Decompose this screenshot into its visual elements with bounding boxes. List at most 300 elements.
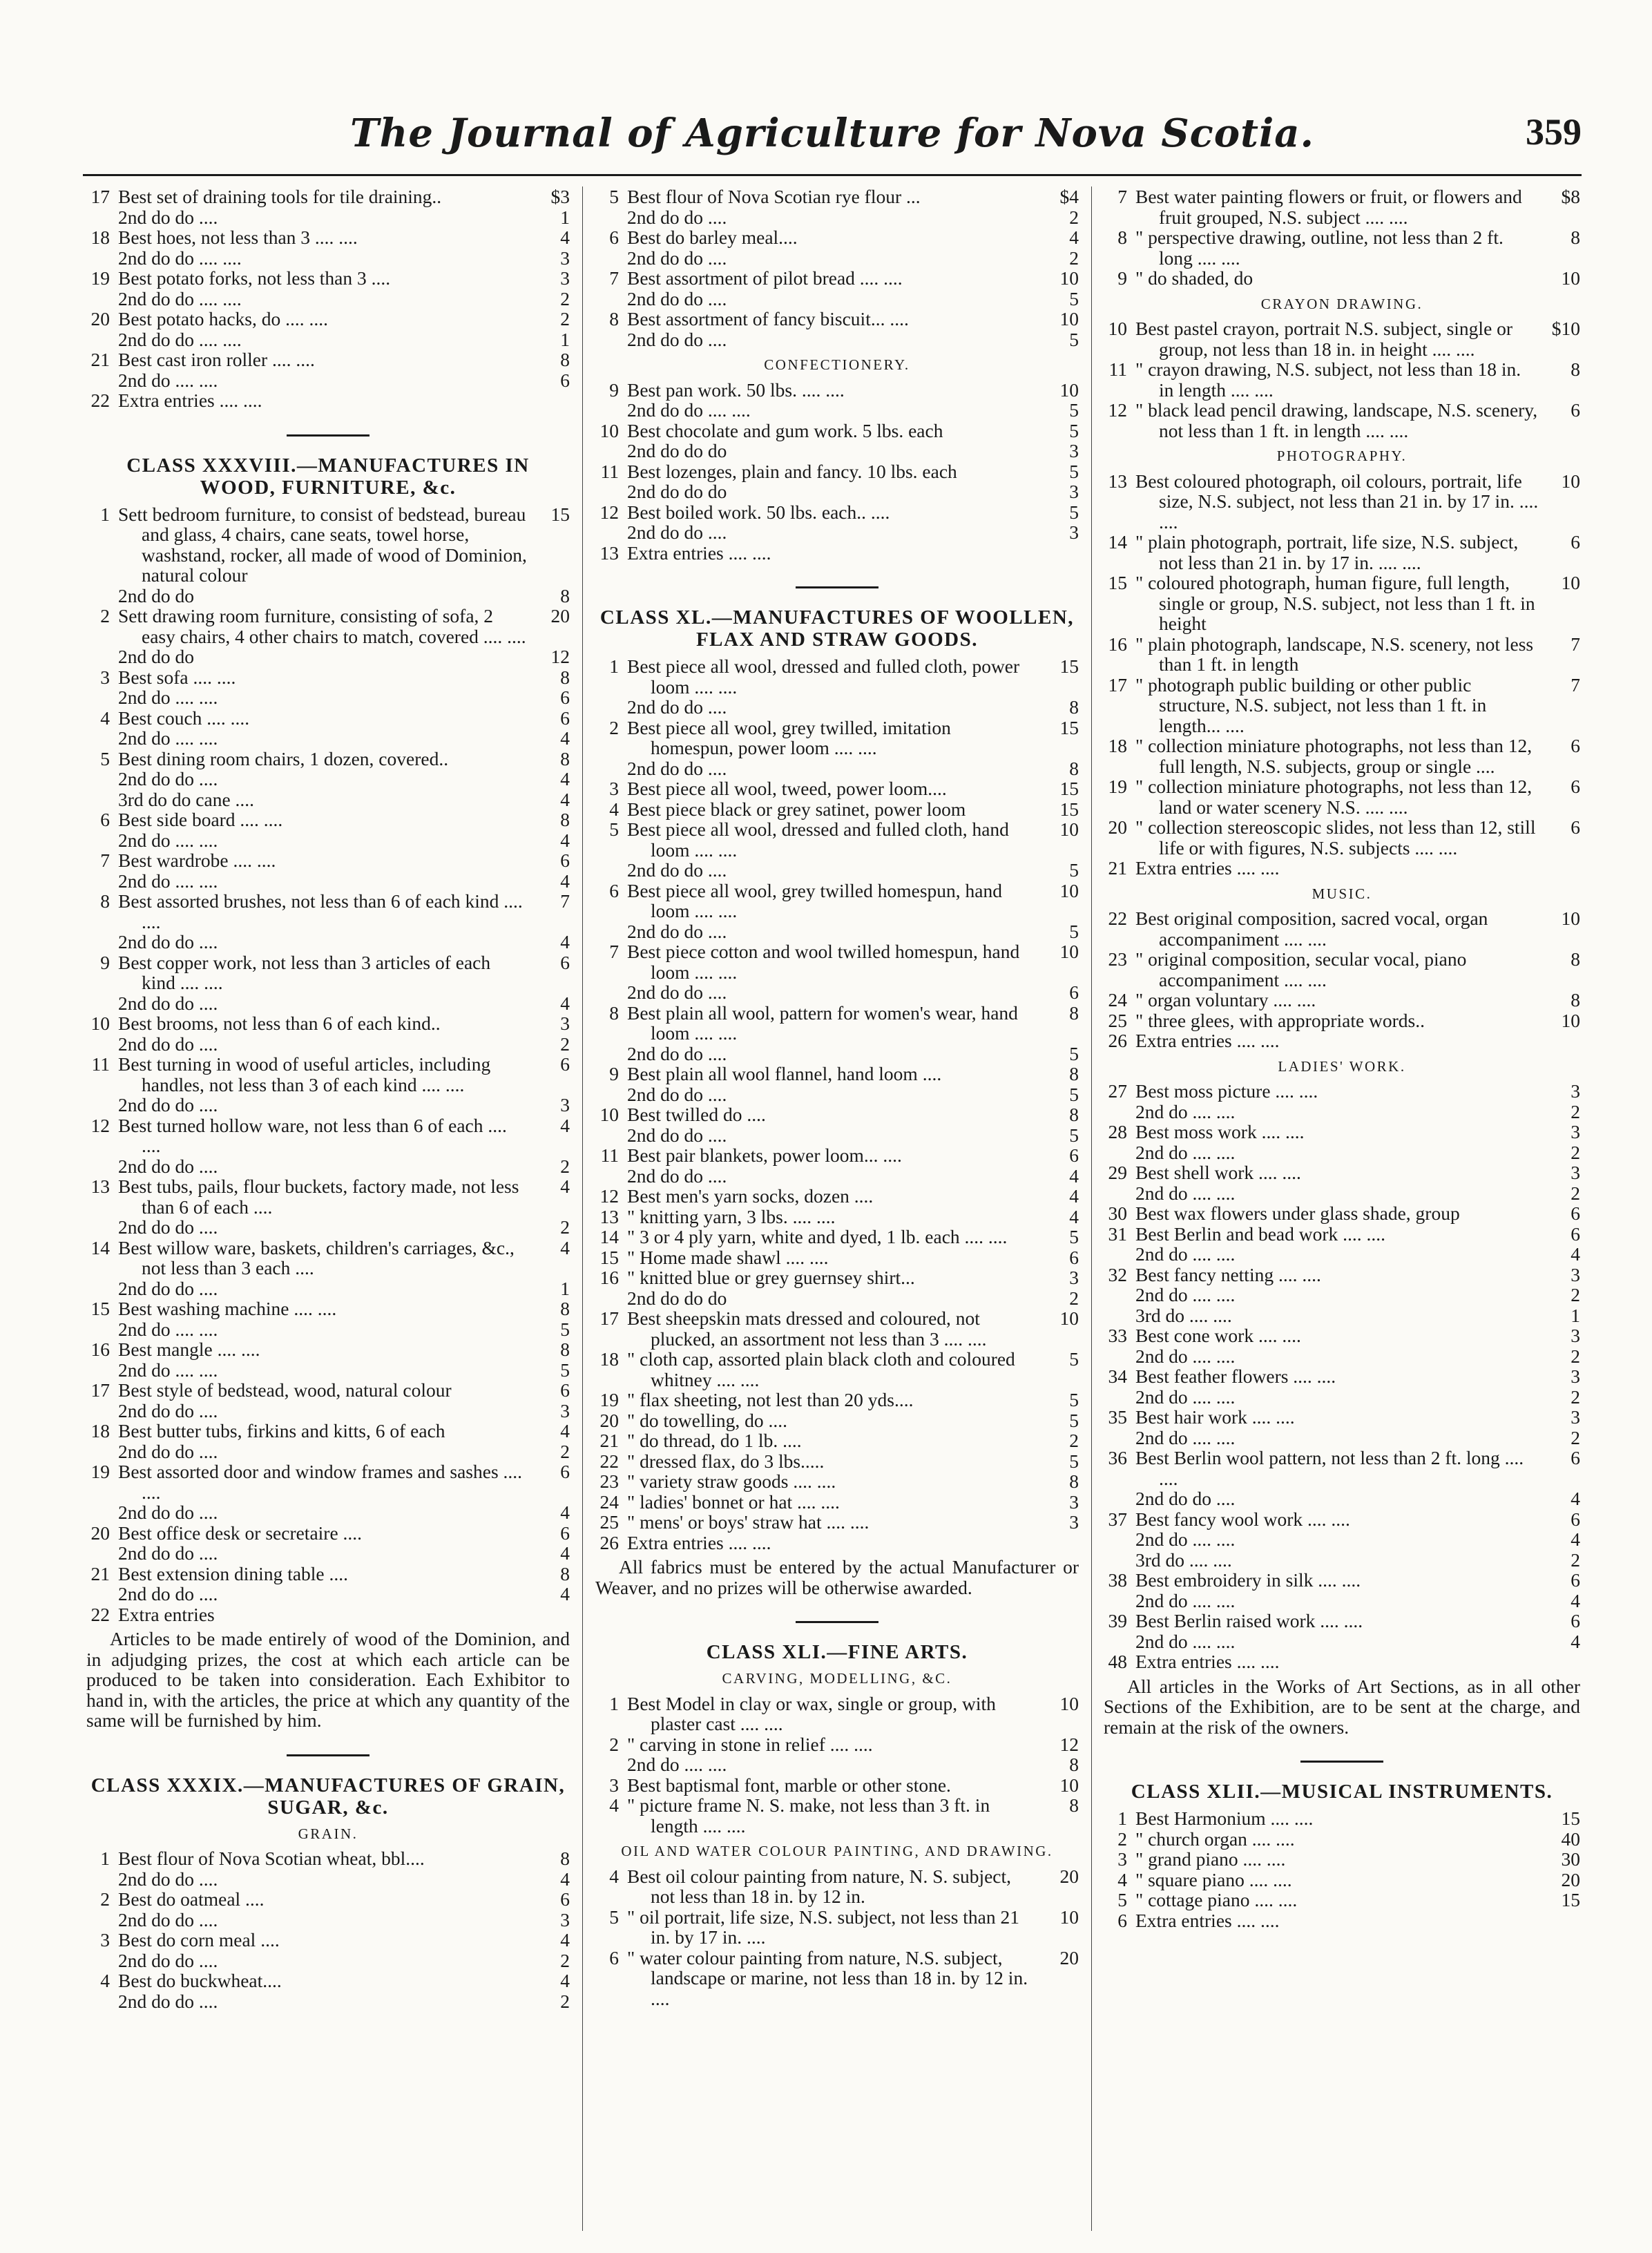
entry-number: 3 — [1117, 1848, 1127, 1870]
entry-number: 3 — [100, 1929, 110, 1950]
entry-description: Best sofa .... .... — [118, 666, 236, 688]
prize-entry-sub — [595, 522, 1079, 543]
entry-prize: 5 — [1069, 1389, 1079, 1410]
entry-number: 6 — [1117, 1909, 1127, 1931]
entry-description: 2nd do do .... — [118, 1155, 218, 1177]
section-divider — [796, 1621, 878, 1623]
prize-entry-sub — [595, 1166, 1079, 1187]
entry-prize: 8 — [560, 349, 570, 370]
entry-prize: 30 — [1561, 1848, 1580, 1870]
prize-entry — [1104, 573, 1580, 634]
entry-description: 2nd do do .... .... — [118, 328, 242, 350]
entry-description: 2nd do do .... — [627, 206, 727, 228]
journal-title: The Journal of Agriculture for Nova Scotia. — [349, 111, 1315, 156]
entry-description: " dressed flax, do 3 lbs..... — [627, 1450, 825, 1472]
prize-entry-sub — [86, 871, 570, 892]
entry-prize: 15 — [1059, 655, 1079, 677]
prize-entry-sub — [86, 1095, 570, 1115]
prize-entry-sub — [595, 758, 1079, 779]
entry-prize: 10 — [1059, 1692, 1079, 1714]
entry-description: " three glees, with appropriate words.. — [1135, 1009, 1425, 1031]
prize-entry — [86, 708, 570, 729]
entry-description: 2nd do do .... — [627, 328, 727, 350]
entry-description: 2nd do do .... — [627, 1083, 727, 1105]
entry-number: 3 — [609, 778, 619, 799]
entry-number: 32 — [1108, 1263, 1127, 1285]
entry-number: 19 — [599, 1389, 619, 1410]
entry-description: Best turned hollow ware, not less than 6 of each .... .... — [118, 1114, 507, 1156]
entry-description: 2nd do do .... — [118, 992, 218, 1014]
prize-entry — [86, 749, 570, 769]
entry-prize: 2 — [560, 287, 570, 309]
entry-prize: 6 — [1571, 776, 1580, 797]
entry-description: Best twilled do .... — [627, 1104, 766, 1125]
entry-description: 2nd do do .... — [118, 931, 218, 952]
entry-prize: 3 — [1069, 1490, 1079, 1513]
entry-prize: 4 — [560, 727, 570, 749]
entry-prize: 6 — [560, 850, 570, 871]
class-heading: CLASS XL.—MANUFACTURES OF WOOLLEN, FLAX AND STRAW GOODS. — [599, 606, 1075, 651]
entry-description: Best dining room chairs, 1 dozen, covered.. — [118, 747, 449, 769]
entry-number: 4 — [100, 707, 110, 729]
entry-prize: 5 — [1069, 399, 1079, 421]
entry-number: 3 — [609, 1774, 619, 1796]
entry-prize: 8 — [1069, 1794, 1079, 1816]
entry-description: Best pair blankets, power loom... .... — [627, 1144, 902, 1166]
entry-prize: 5 — [1069, 419, 1079, 441]
entry-description: Extra entries — [118, 1603, 215, 1625]
entry-description: " water colour painting from nature, N.S. subject, landscape or marine, not less than 18 in. by 12 in. .... — [627, 1946, 1028, 2009]
prize-entry — [595, 1512, 1079, 1533]
class-heading: CLASS XLII.—MUSICAL INSTRUMENTS. — [1131, 1781, 1553, 1803]
entry-prize: 2 — [1571, 1426, 1580, 1448]
entry-prize: 2 — [560, 1216, 570, 1238]
entry-prize: 6 — [560, 1461, 570, 1482]
entry-description: Best willow ware, baskets, children's carriages, &c., not less than 3 each .... — [118, 1236, 515, 1278]
entry-description: 2nd do do .... — [627, 521, 727, 543]
entry-description: " photograph public building or other public structure, N.S. subject, not less than 1 ft. in length... .... — [1135, 673, 1487, 736]
entry-prize: 7 — [560, 890, 570, 912]
entry-number: 25 — [599, 1511, 619, 1533]
entry-number: 22 — [599, 1450, 619, 1472]
prize-entry — [86, 1523, 570, 1544]
entry-number: 9 — [1117, 267, 1127, 289]
prize-entry-sub — [86, 1502, 570, 1523]
prize-entry — [1104, 1651, 1580, 1672]
entry-description: Best wardrobe .... .... — [118, 850, 276, 871]
prize-entry — [1104, 1890, 1580, 1910]
prize-entry — [1104, 471, 1580, 533]
entry-prize: 10 — [1561, 572, 1580, 593]
entry-number: 4 — [609, 1865, 619, 1887]
entry-description: 2nd do do .... — [627, 1164, 727, 1187]
prize-entry-sub — [595, 248, 1079, 269]
prize-entry-sub — [595, 481, 1079, 502]
prize-entry — [1104, 858, 1580, 879]
entry-description: 2nd do do .... — [118, 1216, 218, 1238]
entry-prize: 10 — [1059, 378, 1079, 401]
entry-description: " square piano .... .... — [1135, 1868, 1292, 1890]
entry-description: 2nd do do .... — [118, 1583, 218, 1604]
entry-prize: 5 — [1069, 1450, 1079, 1472]
entry-prize: 2 — [560, 1440, 570, 1462]
entry-prize: 5 — [1069, 1226, 1079, 1247]
prize-entry-sub — [595, 1754, 1079, 1775]
entry-number: 6 — [609, 227, 619, 248]
entry-description: Best original composition, sacred vocal, organ accompaniment .... .... — [1135, 908, 1488, 950]
entry-description: Best hair work .... .... — [1135, 1406, 1295, 1428]
entry-number: 2 — [100, 605, 110, 626]
prize-entry-sub — [86, 1217, 570, 1238]
entry-number: 29 — [1108, 1162, 1127, 1183]
prize-entry-sub — [86, 1441, 570, 1462]
entry-number: 13 — [599, 541, 619, 564]
prize-entry-sub — [86, 329, 570, 350]
entry-prize: 20 — [1561, 1868, 1580, 1890]
entry-prize: 2 — [1571, 1284, 1580, 1305]
prize-entry — [86, 186, 570, 207]
entry-number: 18 — [90, 1420, 110, 1441]
entry-prize: 7 — [1571, 633, 1580, 655]
entry-number: 21 — [90, 349, 110, 370]
entry-prize: 6 — [560, 707, 570, 729]
entry-prize: 4 — [560, 768, 570, 789]
prize-entry-sub — [595, 441, 1079, 461]
entry-description: Best wax flowers under glass shade, group — [1135, 1202, 1460, 1224]
entry-number: 22 — [90, 1603, 110, 1625]
entry-prize: 3 — [1571, 1365, 1580, 1387]
entry-description: 2nd do do .... .... — [118, 247, 242, 269]
prize-entry — [86, 606, 570, 646]
entry-prize: 40 — [1561, 1828, 1580, 1850]
entry-prize: 20 — [1059, 1946, 1079, 1968]
entry-description: " organ voluntary .... .... — [1135, 989, 1316, 1010]
entry-description: 2nd do do .... — [118, 1949, 218, 1971]
prize-entry — [1104, 1570, 1580, 1591]
entry-number: 4 — [609, 798, 619, 820]
prize-entry — [595, 1410, 1079, 1431]
entry-number: 20 — [599, 1409, 619, 1431]
entry-prize: 4 — [560, 227, 570, 248]
prize-entry — [86, 1971, 570, 1991]
prize-entry — [86, 1339, 570, 1360]
prize-entry — [86, 504, 570, 586]
entry-description: 2nd do .... .... — [118, 1359, 218, 1381]
prize-entry-sub — [595, 921, 1079, 942]
entry-number: 1 — [1117, 1808, 1127, 1829]
entry-description: " plain photograph, landscape, N.S. scenery, not less than 1 ft. in length — [1135, 633, 1534, 675]
entry-description: 2nd do do .... — [118, 1440, 218, 1462]
entry-description: Best piece cotton and wool twilled homespun, hand loom .... .... — [627, 941, 1020, 983]
entry-number: 2 — [609, 716, 619, 738]
entry-number: 1 — [100, 1848, 110, 1869]
prize-entry-sub — [1104, 1387, 1580, 1408]
prize-entry — [86, 1298, 570, 1319]
prize-entry-sub — [86, 1991, 570, 2012]
class-heading: CLASS XXXVIII.—MANUFACTURES IN WOOD, FURNITURE, &c. — [126, 454, 530, 499]
entry-prize: 3 — [560, 1399, 570, 1421]
entry-number: 18 — [1108, 735, 1127, 756]
prize-entry — [595, 1186, 1079, 1207]
entry-number: 2 — [1117, 1828, 1127, 1850]
entry-description: 2nd do do — [118, 584, 194, 606]
entry-number: 5 — [609, 818, 619, 840]
section-divider — [287, 1754, 369, 1756]
entry-description: Best mangle .... .... — [118, 1339, 260, 1360]
prize-entry-sub — [1104, 1305, 1580, 1326]
entry-prize: 6 — [1571, 1508, 1580, 1530]
entry-description: " Home made shawl .... .... — [627, 1246, 829, 1268]
entry-prize: $3 — [550, 186, 570, 207]
entry-description: 2nd do .... .... — [1135, 1182, 1236, 1204]
prize-entry — [86, 891, 570, 932]
entry-prize: 8 — [1069, 1104, 1079, 1125]
prize-entry — [595, 1064, 1079, 1084]
entry-prize: 4 — [560, 1502, 570, 1523]
section-note: Articles to be made entirely of wood of the Dominion, and in adjudging prizes, the cost at which each article can be produced to be taken into consideration. Each Exhibitor to hand in, with the articles, the price at which any quantity of the same will be furnished by him. — [86, 1628, 570, 1731]
prize-entry-sub — [86, 1910, 570, 1930]
entry-number: 22 — [90, 390, 110, 411]
entry-prize: 10 — [1059, 879, 1079, 901]
prize-entry-sub — [86, 1543, 570, 1564]
entry-description: 2nd do do .... — [627, 696, 727, 718]
entry-number: 13 — [599, 1205, 619, 1227]
entry-number: 21 — [599, 1430, 619, 1451]
entry-description: 3rd do do cane .... — [118, 788, 255, 810]
entry-description: 2nd do do .... — [118, 1502, 218, 1523]
entry-description: Best do corn meal .... — [118, 1929, 280, 1950]
prize-entry-sub — [86, 207, 570, 228]
entry-description: Best Berlin and bead work .... .... — [1135, 1223, 1386, 1245]
prize-entry-sub — [86, 1034, 570, 1055]
entry-description: 2nd do do .... — [627, 981, 727, 1003]
entry-number: 2 — [609, 1733, 619, 1755]
prize-entry-sub — [1104, 1285, 1580, 1305]
entry-number: 4 — [609, 1794, 619, 1816]
column-separator — [582, 186, 583, 2231]
prize-entry — [86, 809, 570, 830]
entry-description: Best assortment of pilot bread .... .... — [627, 267, 903, 289]
entry-number: 38 — [1108, 1569, 1127, 1591]
entry-description: Best feather flowers .... .... — [1135, 1365, 1336, 1387]
entry-prize: 8 — [560, 809, 570, 830]
prize-entry — [86, 1848, 570, 1869]
entry-prize: 6 — [1571, 1447, 1580, 1468]
entry-prize: 4 — [560, 788, 570, 810]
entry-description: 2nd do do .... — [627, 287, 727, 309]
entry-description: Best coloured photograph, oil colours, portrait, life size, N.S. subject, not less than 21 in. by 17 in. .... .... — [1135, 470, 1539, 533]
entry-number: 6 — [609, 879, 619, 901]
prize-entry-sub — [86, 1869, 570, 1890]
prize-entry — [1104, 908, 1580, 949]
prize-entry-sub — [595, 860, 1079, 881]
entry-description: 2nd do .... .... — [118, 369, 218, 391]
entry-prize: 8 — [1069, 1001, 1079, 1024]
entry-prize: 3 — [560, 1908, 570, 1930]
entry-number: 8 — [1117, 227, 1127, 248]
prize-entry — [86, 349, 570, 370]
prize-entry — [595, 1533, 1079, 1553]
entry-description: Best washing machine .... .... — [118, 1298, 337, 1319]
prize-entry — [595, 1003, 1079, 1044]
entry-prize: 8 — [1069, 696, 1079, 718]
entry-description: Extra entries .... .... — [1135, 857, 1280, 879]
entry-description: 2nd do do .... — [118, 1868, 218, 1890]
entry-number: 20 — [90, 1522, 110, 1544]
entry-prize: 10 — [1059, 267, 1079, 289]
entry-prize: 1 — [560, 206, 570, 228]
entry-prize: 5 — [560, 1359, 570, 1381]
entry-description: Best potato forks, not less than 3 .... — [118, 267, 391, 289]
entry-prize: 5 — [1069, 1042, 1079, 1064]
prize-entry — [86, 1054, 570, 1095]
entry-description: Best do barley meal.... — [627, 227, 798, 248]
entry-description: Best shell work .... .... — [1135, 1162, 1301, 1183]
entry-description: 2nd do do — [118, 646, 194, 667]
entry-prize: 5 — [1069, 460, 1079, 482]
entry-number: 14 — [599, 1226, 619, 1247]
prize-entry — [1104, 1849, 1580, 1870]
prize-entry — [595, 1775, 1079, 1796]
entry-prize: $10 — [1551, 318, 1580, 339]
entry-number: 28 — [1108, 1121, 1127, 1142]
entry-description: Best assorted brushes, not less than 6 of each kind .... .... — [118, 890, 523, 932]
prize-entry — [595, 1492, 1079, 1513]
prize-entry — [1104, 776, 1580, 817]
entry-description: " perspective drawing, outline, not less than 2 ft. long .... .... — [1135, 227, 1504, 269]
column-2 — [595, 186, 1079, 2231]
entry-prize: 20 — [550, 605, 570, 626]
entry-prize: 4 — [1069, 1164, 1079, 1187]
entry-number: 15 — [599, 1246, 619, 1268]
entry-prize: 6 — [560, 369, 570, 391]
entry-description: 2nd do do .... — [627, 920, 727, 942]
section-subheading: PHOTOGRAPHY. — [1276, 448, 1408, 464]
prize-entry-sub — [86, 687, 570, 708]
entry-prize: 8 — [560, 584, 570, 606]
prize-entry — [595, 1795, 1079, 1836]
entry-description: Extra entries .... .... — [1135, 1909, 1280, 1931]
entry-description: 2nd do .... .... — [627, 1754, 727, 1775]
entry-prize: 10 — [1561, 470, 1580, 492]
prize-entry — [1104, 1829, 1580, 1850]
entry-description: Best tubs, pails, flour buckets, factory made, not less than 6 of each .... — [118, 1176, 519, 1218]
entry-description: Best moss work .... .... — [1135, 1121, 1305, 1142]
entry-number: 16 — [1108, 633, 1127, 655]
entry-number: 9 — [100, 951, 110, 973]
entry-description: 2nd do .... .... — [1135, 1589, 1236, 1611]
entry-description: 2nd do do .... — [118, 1033, 218, 1055]
entry-description: " do shaded, do — [1135, 267, 1254, 289]
entry-prize: 6 — [560, 1379, 570, 1401]
entry-description: Best plain all wool, pattern for women's wear, hand loom .... .... — [627, 1001, 1018, 1044]
prize-entry — [1104, 736, 1580, 776]
prize-entry-sub — [1104, 1102, 1580, 1122]
entry-prize: 6 — [1571, 1223, 1580, 1245]
prize-entry — [1104, 1448, 1580, 1488]
entry-prize: 8 — [1571, 358, 1580, 380]
prize-entry — [1104, 1325, 1580, 1346]
entry-number: 1 — [609, 655, 619, 677]
section-subheading: CONFECTIONERY. — [764, 356, 910, 373]
entry-prize: 6 — [560, 951, 570, 973]
prize-entry — [1104, 634, 1580, 675]
prize-entry-sub — [86, 830, 570, 851]
column-3 — [1104, 186, 1580, 2231]
entry-number: 24 — [599, 1490, 619, 1513]
entry-prize: 4 — [1069, 1205, 1079, 1227]
prize-entry — [595, 380, 1079, 401]
prize-entry — [595, 799, 1079, 820]
entry-description: " plain photograph, portrait, life size, N.S. subject, not less than 21 in. by 17 in. .... .... — [1135, 531, 1519, 573]
prize-entry-sub — [595, 329, 1079, 350]
entry-number: 25 — [1108, 1009, 1127, 1031]
entry-description: 2nd do .... .... — [1135, 1386, 1236, 1408]
entry-description: Extra entries .... .... — [118, 390, 262, 411]
prize-entry-sub — [86, 248, 570, 269]
prize-entry — [1104, 1407, 1580, 1428]
entry-description: " coloured photograph, human figure, full length, single or group, N.S. subject, not less than 1 ft. in height — [1135, 572, 1535, 634]
entry-description: Best do buckwheat.... — [118, 1970, 282, 1991]
prize-entry — [595, 1207, 1079, 1227]
prize-entry — [1104, 1870, 1580, 1890]
prize-entry — [595, 309, 1079, 329]
entry-prize: 2 — [1571, 1549, 1580, 1571]
prize-entry — [595, 1104, 1079, 1125]
entry-description: 2nd do do .... — [118, 1542, 218, 1564]
prize-entry — [86, 850, 570, 871]
prize-entry-sub — [595, 289, 1079, 309]
prize-entry — [1104, 1366, 1580, 1387]
prize-entry — [595, 1390, 1079, 1410]
prize-entry — [595, 1145, 1079, 1166]
prize-entry — [1104, 1224, 1580, 1245]
section-subheading: LADIES' WORK. — [1278, 1057, 1406, 1075]
entry-prize: 6 — [1069, 1246, 1079, 1268]
entry-description: Best Berlin raised work .... .... — [1135, 1610, 1363, 1631]
entry-prize: 3 — [1571, 1080, 1580, 1102]
entry-prize: 4 — [1571, 1488, 1580, 1509]
entry-prize: 5 — [1069, 287, 1079, 309]
entry-prize: 2 — [560, 1033, 570, 1055]
prize-entry — [86, 952, 570, 993]
entry-description: Best side board .... .... — [118, 809, 283, 830]
prize-entry — [595, 461, 1079, 482]
prize-entry-sub — [1104, 1428, 1580, 1448]
entry-prize: 4 — [560, 1868, 570, 1890]
entry-prize: $8 — [1561, 186, 1580, 207]
section-divider — [1300, 1761, 1383, 1763]
entry-description: " variety straw goods .... .... — [627, 1470, 836, 1492]
entry-description: 2nd do do .... — [118, 1908, 218, 1930]
entry-prize: 2 — [1571, 1345, 1580, 1367]
prize-entry — [595, 1451, 1079, 1472]
entry-prize: 4 — [1571, 1528, 1580, 1550]
entry-description: " original composition, secular vocal, piano accompaniment .... .... — [1135, 948, 1467, 990]
entry-number: 5 — [1117, 1889, 1127, 1910]
entry-prize: 5 — [1069, 1124, 1079, 1146]
entry-prize: 3 — [560, 1013, 570, 1034]
entry-number: 17 — [599, 1307, 619, 1329]
entry-prize: 12 — [550, 646, 570, 667]
entry-description: " knitted blue or grey guernsey shirt... — [627, 1267, 915, 1288]
entry-number: 20 — [1108, 816, 1127, 838]
prize-entry-sub — [86, 1401, 570, 1421]
prize-entry-sub — [86, 769, 570, 789]
entry-prize: 8 — [1571, 227, 1580, 248]
entry-description: Best sheepskin mats dressed and coloured, not plucked, an assortment not less than 3 .... .... — [627, 1307, 987, 1350]
entry-number: 9 — [609, 378, 619, 401]
